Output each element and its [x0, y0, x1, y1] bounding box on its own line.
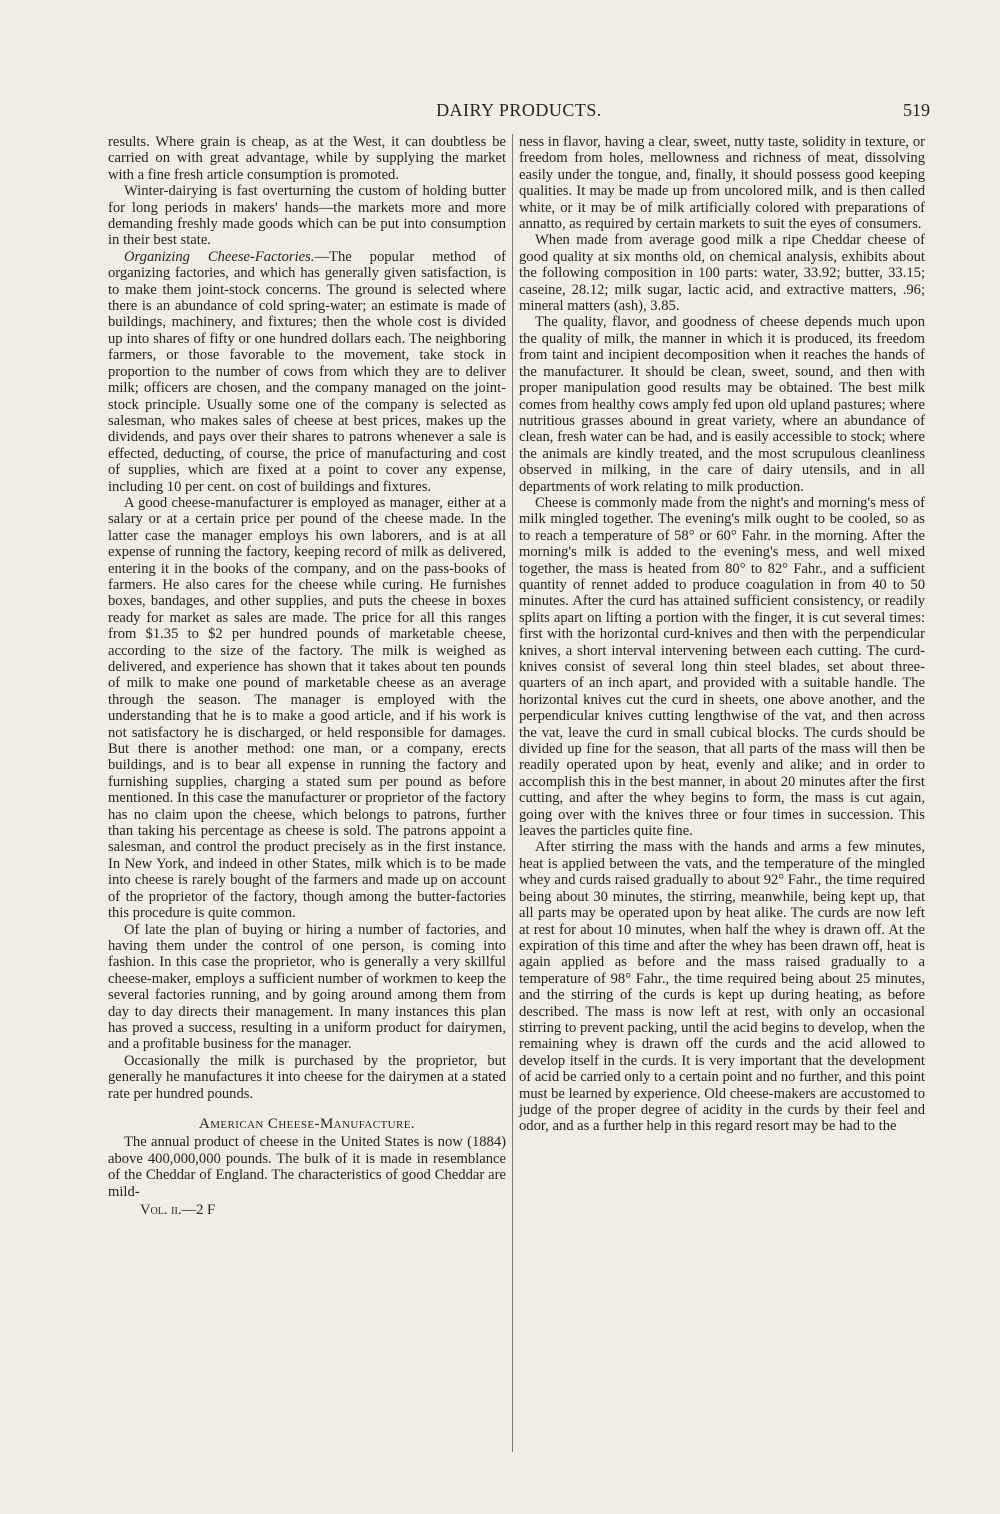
paragraph-body: —The popular method of organizing factories, and which has generally given satisfaction, is to make them joint-stock concerns. The ground is selected where there is an abundance of cold spring-water; an estimate is made of buildings, machinery, and fixtures; then the whole cost is divided up into shares of fifty or one hundred dollars each. The neighboring farmers, or those favorable to the movement, take stock in proportion to the number of cows from which they are to deliver milk; officers are chosen, and the company managed on the joint-stock principle. Usually some one of the company is selected as salesman, who makes sales of cheese at best prices, makes up the dividends, and pays over their shares to patrons whenever a sale is effected, deducting, of course, the price of manufacturing and cost of supplies, which are fixed at a point to cover any expense, including 10 per cent. on cost of buildings and fixtures. [108, 248, 506, 495]
paragraph: A good cheese-manufacturer is employed as manager, either at a salary or at a certain price per pound of the cheese made. In the latter case the manager employs his own laborers, and is at all expense of running the factory, keeping record of milk as delivered, entering it in the books of the company, and on the pass-books of farmers. He also cares for the cheese while curing. He furnishes boxes, bandages, and other supplies, and puts the cheese in boxes ready for market as sales are made. The price for all this ranges from $1.35 to $2 per hundred pounds of marketable cheese, according to the size of the factory. The milk is weighed as delivered, and experience has shown that it takes about ten pounds of milk to make one pound of marketable cheese as an average through the season. The manager is employed with the understanding that he is to make a good article, and if his work is not satisfactory he is discharged, or held responsible for damages. But there is another method: one man, or a company, erects buildings, and is to bear all expense in running the factory and furnishing supplies, charging a stated sum per pound as before mentioned. In this case the manufacturer or proprietor of the factory has no claim upon the cheese, which belongs to patrons, further than taking his percentage as cheese is sold. The patrons appoint a salesman, and control the product precisely as in the first instance. In New York, and indeed in other States, milk which is to be made into cheese is rarely bought of the farmers and made up on account of the proprietor of the factory, though among the butter-factories this procedure is quite common. [108, 494, 506, 922]
signature-mark: Vol. ii.—2 F [140, 1202, 216, 1218]
paragraph [108, 249, 506, 495]
page-title: DAIRY PRODUCTS. [436, 100, 602, 120]
paragraph: After stirring the mass with the hands and arms a few minutes, heat is applied between the vats, and the temperature of the mingled whey and curds raised gradually to about 92° Fahr., the time required being about 30 minutes, the stirring, meanwhile, being kept up, that all parts may be operated upon by heat alike. The curds are now left at rest for about 10 minutes, when half the whey is drawn off. At the expiration of this time and after the whey has been drawn off, heat is again applied as before and the mass raised gradually to a temperature of 98° Fahr., the time required being about 25 minutes, and the stirring of the curds is kept up during heating, as before described. The mass is now left at rest, with only an occasional stirring to prevent packing, until the acid begins to develop, when the remaining whey is drawn off the curds and the acid allowed to develop itself in the curds. It is very important that the development of acid be carried only to a certain point and no further, and this point must be learned by experience. Old cheese-makers are accustomed to judge of the proper degree of acidity in the curds by their feel and odor, and as a further help in this regard resort may be had to the [519, 839, 925, 1135]
paragraph: The annual product of cheese in the United States is now (1884) above 400,000,000 pounds. The bulk of it is made in resemblance of the Cheddar of England. The characteristics of good Cheddar are mild- [108, 1134, 506, 1200]
page-number: 519 [903, 100, 930, 120]
section-heading: American Cheese-Manufacture. [199, 1115, 415, 1132]
paragraph: Of late the plan of buying or hiring a number of factories, and having them under the control of one person, is coming into fashion. In this case the proprietor, who is generally a very skillful cheese-maker, employs a sufficient number of workmen to keep the several factories running, and by going around among them from day to day directs their management. In many instances this plan has proved a success, resulting in a uniform product for dairymen, and a profitable business for the manager. [108, 921, 506, 1053]
paragraph: The quality, flavor, and goodness of cheese depends much upon the quality of milk, the manner in which it is produced, its freedom from taint and incipient decomposition when it reaches the hands of the manufacturer. It should be clean, sweet, sound, and then with proper manipulation good results may be obtained. The best milk comes from healthy cows amply fed upon old upland pastures; where nutritious grasses abound in great variety, where an abundance of clean, fresh water can be had, and is easily accessible to stock; where the animals are kindly treated, and the most scrupulous cleanliness observed in milking, in the care of dairy utensils, and in all departments of work relating to milk production. [519, 314, 925, 495]
paragraph: results. Where grain is cheap, as at the West, it can doubtless be carried on with great advantage, while by supplying the market with a fine fresh article consumption is promoted. [108, 134, 506, 183]
running-head [108, 100, 930, 126]
paragraph: Cheese is commonly made from the night's and morning's mess of milk mingled together. The evening's milk ought to be cooled, so as to reach a temperature of 58° or 60° Fahr. in the morning. After the morning's milk is added to the evening's mess, and well mixed together, the mass is heated from 80° to 82° Fahr., and a sufficient quantity of rennet added to produce coagulation in from 40 to 50 minutes. After the curd has attained sufficient consistency, or readily splits apart on lifting a portion with the finger, it is cut several times: first with the horizontal curd-knives and then with the perpendicular knives, a short interval intervening between each cutting. The curd-knives consist of several long thin steel blades, set about three-quarters of an inch apart, and provided with a suitable handle. The horizontal knives cut the curd in sheets, one above another, and the perpendicular knives cutting lengthwise of the vat, and then across the vat, leave the curd in small cubical blocks. The curds should be divided up fine for the season, that all parts of the mass will then be readily operated upon by heat, evenly and alike; and in order to accomplish this in the best manner, in about 20 minutes after the first cutting, and after the whey begins to form, the mass is cut again, going over with the knives three or four times in succession. This leaves the particles quite fine. [519, 494, 925, 840]
paragraph: Winter-dairying is fast overturning the custom of holding butter for long periods in makers' hands—the markets more and more demanding freshly made goods which can be put into consumption in their best state. [108, 183, 506, 249]
right-column [519, 134, 925, 1135]
column-divider [512, 134, 513, 1452]
paragraph-lead: Organizing Cheese-Factories. [124, 248, 315, 265]
left-column [108, 134, 506, 1218]
paragraph: When made from average good milk a ripe Cheddar cheese of good quality at six months old, on chemical analysis, exhibits about the following composition in 100 parts: water, 33.92; butter, 33.15; caseine, 28.12; milk sugar, lactic acid, and extractive matters, .96; mineral matters (ash), 3.85. [519, 232, 925, 315]
paragraph: ness in flavor, having a clear, sweet, nutty taste, solidity in texture, or freedom from holes, mellowness and richness of meat, dissolving easily under the tongue, and, finally, it should possess good keeping qualities. It may be made up from uncolored milk, and is then called white, or it may be of milk artificially colored with preparations of annatto, as required by certain markets to suit the eyes of consumers. [519, 134, 925, 233]
paragraph: Occasionally the milk is purchased by the proprietor, but generally he manufactures it into cheese for the dairymen at a stated rate per hundred pounds. [108, 1052, 506, 1102]
